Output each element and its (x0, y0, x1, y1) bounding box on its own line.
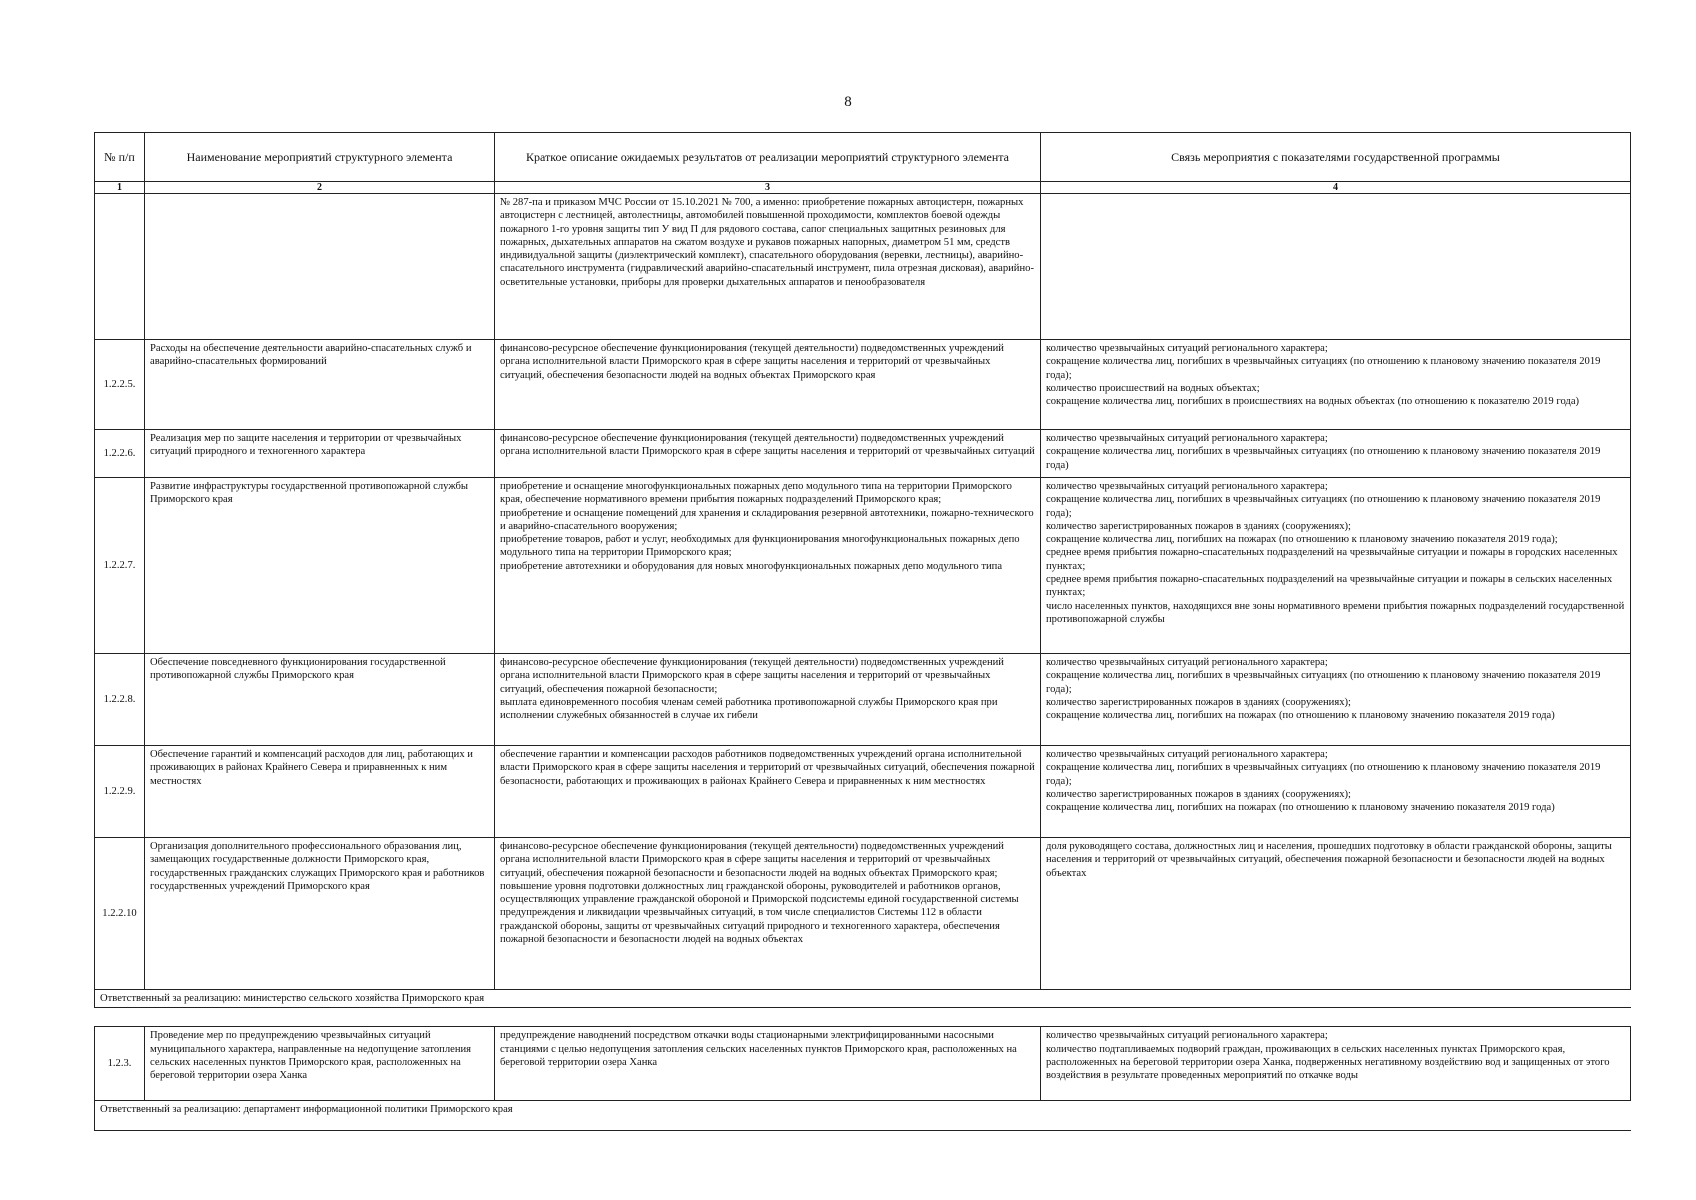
measure-name (145, 194, 495, 340)
responsible-row (95, 990, 1631, 1008)
responsible-note: Ответственный за реализацию: департамент информационной политики Приморского края (95, 1101, 1631, 1131)
measure-name: Развитие инфраструктуры государственной противопожарной службы Приморского края (145, 478, 495, 654)
column-index: 3 (495, 182, 1041, 194)
row-number: 1.2.2.5. (95, 340, 145, 430)
expected-result: приобретение и оснащение многофункциональных пожарных депо модульного типа на территории Приморского края, обеспечение нормативного времени прибытия пожарных подразделений Приморского края; приобретение и оснащение помещений для хранения и складирования резервной автотехники, пожарно-технического и аварийно-спасательного вооружения; приобретение товаров, работ и услуг, необходимых для функционирования многофункциональных пожарных депо модульного типа на территории Приморского края; приобретение автотехники и оборудования для новых многофункциональных пожарных депо модульного типа (495, 478, 1041, 654)
measure-name: Проведение мер по предупреждению чрезвычайных ситуаций муниципального характера, направленные на недопущение затопления сельских населенных пунктов Приморского края, расположенных на береговой территории озера Ханка (145, 1027, 495, 1101)
responsible-note: Ответственный за реализацию: министерство сельского хозяйства Приморского края (95, 990, 1631, 1008)
measure-name: Расходы на обеспечение деятельности аварийно-спасательных служб и аварийно-спасательных формирований (145, 340, 495, 430)
measures-table (94, 132, 1631, 1131)
column-index: 2 (145, 182, 495, 194)
measure-name: Обеспечение повседневного функционирования государственной противопожарной службы Приморского края (145, 654, 495, 746)
table-header-row (95, 133, 1631, 182)
header-measure-name: Наименование мероприятий структурного элемента (145, 133, 495, 182)
row-number: 1.2.2.8. (95, 654, 145, 746)
row-number: 1.2.2.6. (95, 430, 145, 478)
expected-result: финансово-ресурсное обеспечение функционирования (текущей деятельности) подведомственных учреждений органа исполнительной власти Приморского края в сфере защиты населения и территорий от чрезвычайных ситуаций (495, 430, 1041, 478)
row-number: 1.2.2.9. (95, 746, 145, 838)
indicator-link: количество чрезвычайных ситуаций регионального характера; сокращение количества лиц, погибших в чрезвычайных ситуациях (по отношению к плановому значению показателя 2019 года); количество происшествий на водных объектах; сокращение количества лиц, погибших в происшествиях на водных объектах (по отношению к показателю 2019 года) (1041, 340, 1631, 430)
expected-result: финансово-ресурсное обеспечение функционирования (текущей деятельности) подведомственных учреждений органа исполнительной власти Приморского края в сфере защиты населения и территорий от чрезвычайных ситуаций, обеспечения безопасности людей на водных объектах Приморского края (495, 340, 1041, 430)
expected-result: обеспечение гарантии и компенсации расходов работников подведомственных учреждений органа исполнительной власти Приморского края в сфере защиты населения и территорий от чрезвычайных ситуаций, обеспечения пожарной безопасности, работающих и проживающих в районах Крайнего Севера и приравненных к ним местностях (495, 746, 1041, 838)
row-number: 1.2.3. (95, 1027, 145, 1101)
expected-result: предупреждение наводнений посредством откачки воды стационарными электрифицированными насосными станциями с целью недопущения затопления сельских населенных пунктов Приморского края, расположенных на береговой территории озера Ханка (495, 1027, 1041, 1101)
table-row (95, 654, 1631, 746)
table-row (95, 1027, 1631, 1101)
header-expected-results: Краткое описание ожидаемых результатов от реализации мероприятий структурного элемента (495, 133, 1041, 182)
table-row (95, 194, 1631, 340)
indicator-link: количество чрезвычайных ситуаций регионального характера; количество подтапливаемых подворий граждан, проживающих в сельских населенных пунктах Приморского края, расположенных на береговой территории озера Ханка, подверженных негативному воздействию вод и защищенных от этого воздействия в результате проведенных мероприятий по откачке воды (1041, 1027, 1631, 1101)
row-number: 1.2.2.10 (95, 838, 145, 990)
indicator-link: количество чрезвычайных ситуаций регионального характера; сокращение количества лиц, погибших в чрезвычайных ситуациях (по отношению к плановому значению показателя 2019 года); количество зарегистрированных пожаров в зданиях (сооружениях); сокращение количества лиц, погибших на пожарах (по отношению к плановому значению показателя 2019 года) (1041, 654, 1631, 746)
indicator-link: количество чрезвычайных ситуаций регионального характера; сокращение количества лиц, погибших в чрезвычайных ситуациях (по отношению к плановому значению показателя 2019 года); количество зарегистрированных пожаров в зданиях (сооружениях); сокращение количества лиц, погибших на пожарах (по отношению к плановому значению показателя 2019 года); среднее время прибытия пожарно-спасательных подразделений на чрезвычайные ситуации и пожары в городских населенных пунктах; среднее время прибытия пожарно-спасательных подразделений на чрезвычайные ситуации и пожары в сельских населенных пунктах; число населенных пунктов, находящихся вне зоны нормативного времени прибытия пожарных подразделений государственной противопожарной службы (1041, 478, 1631, 654)
row-number: 1.2.2.7. (95, 478, 145, 654)
table-row (95, 746, 1631, 838)
header-indicator-link: Связь мероприятия с показателями государственной программы (1041, 133, 1631, 182)
expected-result: финансово-ресурсное обеспечение функционирования (текущей деятельности) подведомственных учреждений органа исполнительной власти Приморского края в сфере защиты населения и территорий от чрезвычайных ситуаций, обеспечения пожарной безопасности и безопасности людей на водных объектах Приморского края; повышение уровня подготовки должностных лиц гражданской обороны, руководителей и работников органов, осуществляющих управление гражданской обороной и Приморской подсистемы единой государственной системы предупреждения и ликвидации чрезвычайных ситуаций, в том числе специалистов Системы 112 в области гражданской обороны, защиты от чрезвычайных ситуаций природного и техногенного характера, обеспечения пожарной безопасности и безопасности людей на водных объектах (495, 838, 1041, 990)
spacer-row (95, 1008, 1631, 1027)
table-row (95, 478, 1631, 654)
measure-name: Организация дополнительного профессионального образования лиц, замещающих государственные должности Приморского края, государственных гражданских служащих Приморского края и работников государственных учреждений Приморского края (145, 838, 495, 990)
column-index: 4 (1041, 182, 1631, 194)
column-index-row (95, 182, 1631, 194)
table-row (95, 340, 1631, 430)
table-row (95, 838, 1631, 990)
responsible-row (95, 1101, 1631, 1131)
indicator-link (1041, 194, 1631, 340)
header-number: № п/п (95, 133, 145, 182)
expected-result: финансово-ресурсное обеспечение функционирования (текущей деятельности) подведомственных учреждений органа исполнительной власти Приморского края в сфере защиты населения и территорий от чрезвычайных ситуаций, обеспечения пожарной безопасности; выплата единовременного пособия членам семей работника противопожарной службы Приморского края при исполнении служебных обязанностей в случае их гибели (495, 654, 1041, 746)
measure-name: Реализация мер по защите населения и территории от чрезвычайных ситуаций природного и техногенного характера (145, 430, 495, 478)
indicator-link: количество чрезвычайных ситуаций регионального характера; сокращение количества лиц, погибших в чрезвычайных ситуациях (по отношению к плановому значению показателя 2019 года); количество зарегистрированных пожаров в зданиях (сооружениях); сокращение количества лиц, погибших на пожарах (по отношению к плановому значению показателя 2019 года) (1041, 746, 1631, 838)
indicator-link: количество чрезвычайных ситуаций регионального характера; сокращение количества лиц, погибших в чрезвычайных ситуациях (по отношению к плановому значению показателя 2019 года) (1041, 430, 1631, 478)
page-number: 8 (844, 94, 852, 110)
row-number (95, 194, 145, 340)
indicator-link: доля руководящего состава, должностных лиц и населения, прошедших подготовку в области гражданской обороны, защиты населения и территорий от чрезвычайных ситуаций, обеспечения пожарной безопасности и безопасности людей на водных объектах (1041, 838, 1631, 990)
table-row (95, 430, 1631, 478)
expected-result: № 287-па и приказом МЧС России от 15.10.2021 № 700, а именно: приобретение пожарных автоцистерн, пожарных автоцистерн с лестницей, автолестницы, автомобилей повышенной проходимости, комплектов боевой одежды пожарного 1-го уровня защиты тип У вид П для рядового состава, сапог специальных защитных резиновых для пожарных, дыхательных аппаратов на сжатом воздухе и рукавов пожарных напорных, диаметром 51 мм, средств индивидуальной защиты (диэлектрический комплект), спасательного оборудования (веревки, лестницы), аварийно-спасательного инструмента (гидравлический аварийно-спасательный инструмент, пила отрезная дисковая), аварийно-осветительные установки, приборы для проверки дыхательных аппаратов и пенообразователя (495, 194, 1041, 340)
measure-name: Обеспечение гарантий и компенсаций расходов для лиц, работающих и проживающих в районах Крайнего Севера и приравненных к ним местностях (145, 746, 495, 838)
column-index: 1 (95, 182, 145, 194)
spacer-cell (95, 1008, 1631, 1027)
